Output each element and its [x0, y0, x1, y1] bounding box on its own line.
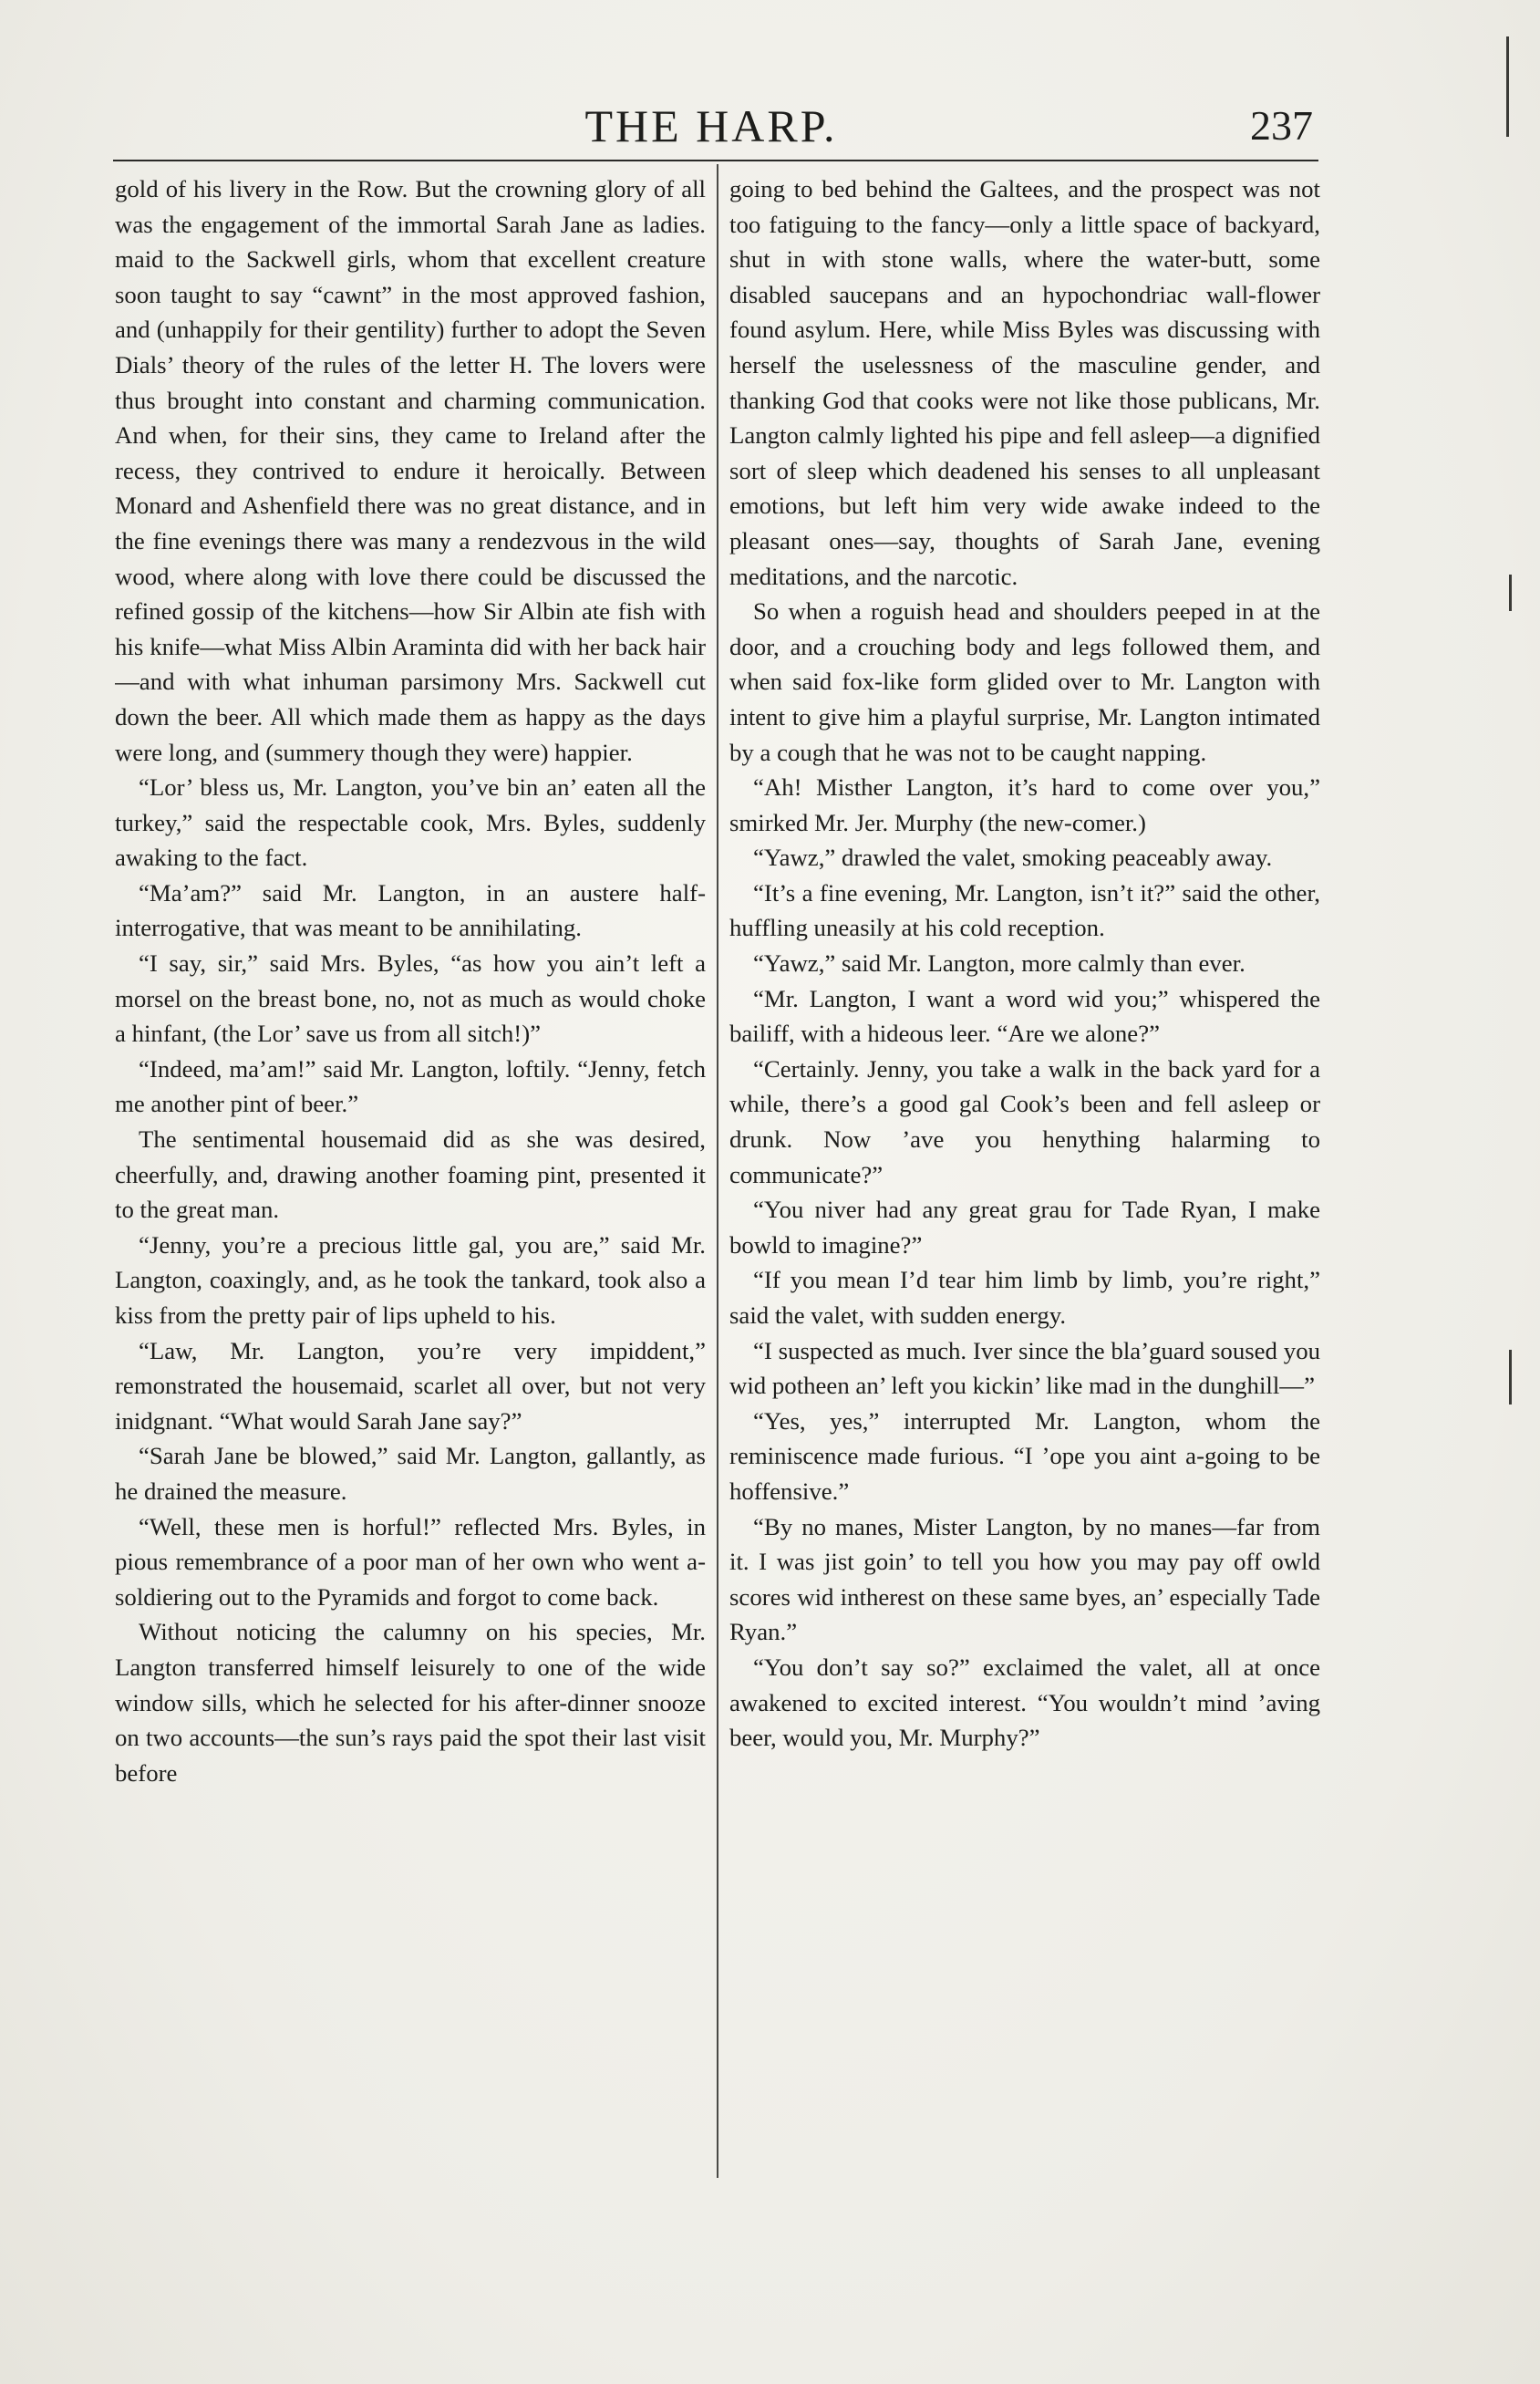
- paragraph: “Yawz,” drawled the valet, smoking peaceably away.: [753, 844, 1273, 872]
- column-divider: [717, 164, 718, 2178]
- paragraph: “Ah! Misther Langton, it’s hard to come over you,” smirked Mr. Jer. Murphy (the new-comer.): [729, 773, 1320, 836]
- paragraph: “Lor’ bless us, Mr. Langton, you’ve bin an’ eaten all the turkey,” said the respectable cook, Mrs. Byles, suddenly awaking to the fact.: [115, 773, 706, 872]
- paragraph: “Certainly. Jenny, you take a walk in the back yard for a while, there’s a good gal Cook’s been and fell asleep or drunk. Now ’ave you henything halarming to communicate?”: [729, 1054, 1320, 1188]
- right-column: [729, 171, 1320, 2178]
- paragraph: “Ma’am?” said Mr. Langton, in an austere half-interrogative, that was meant to be annihilating.: [115, 878, 706, 942]
- header-rule: [113, 160, 1318, 161]
- running-title: THE HARP.: [584, 100, 838, 151]
- paragraph: going to bed behind the Galtees, and the prospect was not too fatiguing to the fancy—only a little space of backyard, shut in with stone walls, where the water-butt, some disabled saucepans and an hypochondriac wall-flower found asylum. Here, while Miss Byles was discussing with herself the uselessness of the masculine gender, and thanking God that cooks were not like those publicans, Mr. Langton calmly lighted his pipe and fell asleep—a dignified sort of sleep which deadened his senses to all unpleasant emotions, but left him very wide awake indeed to the pleasant ones—say, thoughts of Sarah Jane, evening meditations, and the narcotic.: [729, 175, 1320, 590]
- paragraph: “Yawz,” said Mr. Langton, more calmly than ever.: [753, 949, 1245, 978]
- paragraph: “Indeed, ma’am!” said Mr. Langton, loftily. “Jenny, fetch me another pint of beer.”: [115, 1054, 706, 1118]
- paragraph: “Well, these men is horful!” reflected Mrs. Byles, in pious remembrance of a poor man of her own who went a-soldiering out to the Pyramids and forgot to come back.: [115, 1512, 706, 1611]
- paragraph: “Mr. Langton, I want a word wid you;” whispered the bailiff, with a hideous leer. “Are we alone?”: [729, 984, 1320, 1048]
- paragraph: “Law, Mr. Langton, you’re very impiddent,” remonstrated the housemaid, scarlet all over, but not very inidgnant. “What would Sarah Jane say?”: [115, 1336, 706, 1435]
- paragraph: “You don’t say so?” exclaimed the valet, all at once awakened to excited interest. “You wouldn’t mind ’aving beer, would you, Mr. Murphy?”: [729, 1653, 1320, 1752]
- paragraph: The sentimental housemaid did as she was desired, cheerfully, and, drawing another foaming pint, presented it to the great man.: [115, 1125, 706, 1224]
- margin-mark: [1509, 1350, 1512, 1404]
- paragraph: “I say, sir,” said Mrs. Byles, “as how you ain’t left a morsel on the breast bone, no, not as much as would choke a hinfant, (the Lor’ save us from all sitch!)”: [115, 949, 706, 1048]
- margin-mark: [1506, 36, 1509, 137]
- margin-mark: [1509, 575, 1512, 611]
- paragraph: “By no manes, Mister Langton, by no manes—far from it. I was jist goin’ to tell you how you may pay off owld scores wid intherest on these same byes, an’ especially Tade Ryan.”: [729, 1512, 1320, 1646]
- paragraph: “Sarah Jane be blowed,” said Mr. Langton, gallantly, as he drained the measure.: [115, 1442, 706, 1505]
- paragraph: So when a roguish head and shoulders peeped in at the door, and a crouching body and legs followed them, and when said fox-like form glided over to Mr. Langton with intent to give him a playful surprise, Mr. Langton intimated by a cough that he was not to be caught napping.: [729, 597, 1320, 766]
- page-header: [109, 97, 1313, 155]
- paragraph: “You niver had any great grau for Tade Ryan, I make bowld to imagine?”: [729, 1196, 1320, 1259]
- paragraph: “I suspected as much. Iver since the bla’guard soused you wid potheen an’ left you kickin’ like mad in the dunghill—”: [729, 1336, 1320, 1400]
- page-number: 237: [1250, 102, 1313, 149]
- left-column: [115, 171, 706, 2178]
- paragraph: Without noticing the calumny on his species, Mr. Langton transferred himself leisurely to one of the wide window sills, which he selected for his after-dinner snooze on two accounts—the sun’s rays paid the spot their last visit before: [115, 1618, 706, 1787]
- paragraph: “If you mean I’d tear him limb by limb, you’re right,” said the valet, with sudden energy.: [729, 1266, 1320, 1329]
- paragraph: “Yes, yes,” interrupted Mr. Langton, whom the reminiscence made furious. “I ’ope you aint a-going to be hoffensive.”: [729, 1406, 1320, 1505]
- paragraph: “It’s a fine evening, Mr. Langton, isn’t it?” said the other, huffling uneasily at his cold reception.: [729, 878, 1320, 942]
- paragraph: “Jenny, you’re a precious little gal, you are,” said Mr. Langton, coaxingly, and, as he took the tankard, took also a kiss from the pretty pair of lips upheld to his.: [115, 1230, 706, 1329]
- paragraph: gold of his livery in the Row. But the crowning glory of all was the engagement of the immortal Sarah Jane as ladies. maid to the Sackwell girls, whom that excellent creature soon taught to say “cawnt” in the most approved fashion, and (unhappily for their gentility) further to adopt the Seven Dials’ theory of the rules of the letter H. The lovers were thus brought into constant and charming communication. And when, for their sins, they came to Ireland after the recess, they contrived to endure it heroically. Between Monard and Ashenfield there was no great distance, and in the fine evenings there was many a rendezvous in the wild wood, where along with love there could be discussed the refined gossip of the kitchens—how Sir Albin ate fish with his knife—what Miss Albin Araminta did with her back hair—and with what inhuman parsimony Mrs. Sackwell cut down the beer. All which made them as happy as the days were long, and (summery though they were) happier.: [115, 175, 706, 766]
